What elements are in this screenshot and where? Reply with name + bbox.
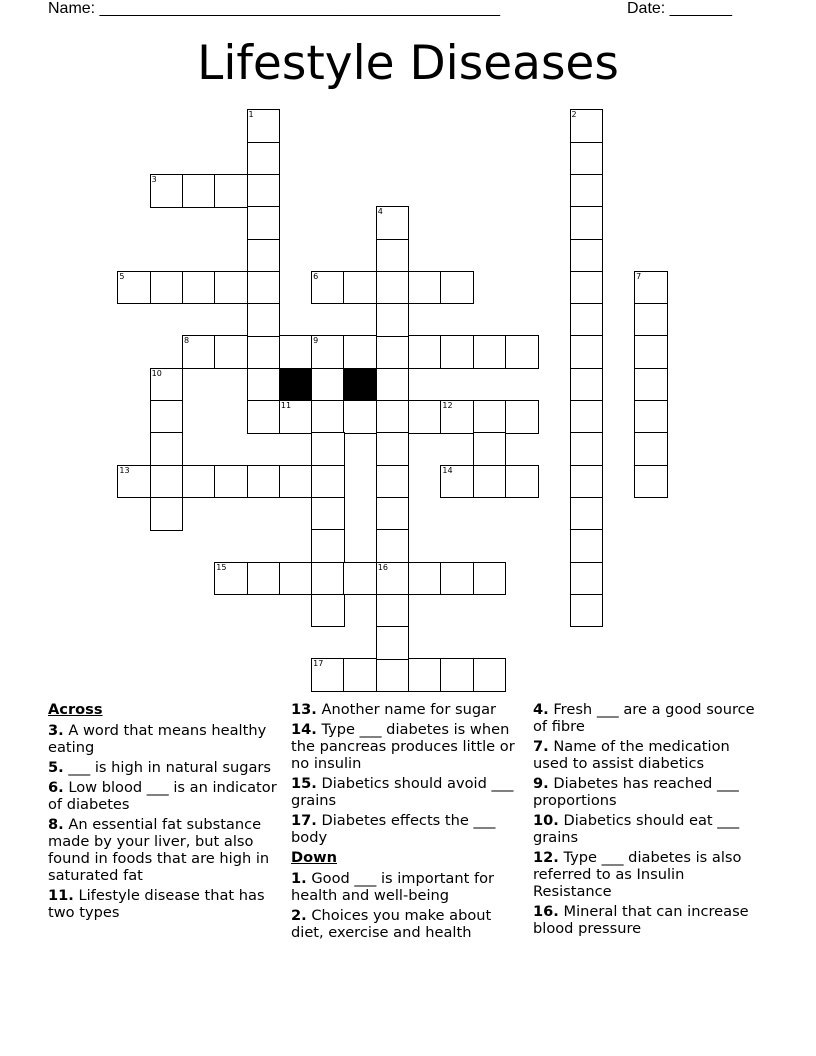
clue-number: 17 <box>313 659 324 669</box>
clue-number: 4 <box>377 207 383 217</box>
grid-cell[interactable] <box>634 400 668 434</box>
clue-item <box>48 779 283 813</box>
clue-number: 10 <box>151 368 162 378</box>
grid-cell[interactable] <box>376 335 410 369</box>
grid-cell[interactable] <box>634 432 668 466</box>
clue-number: 16 <box>377 562 388 572</box>
clue-column-3 <box>533 701 765 940</box>
grid-cell[interactable] <box>279 465 313 499</box>
grid-cell[interactable] <box>182 335 216 369</box>
grid-cell[interactable] <box>440 465 474 499</box>
grid-cell[interactable] <box>570 271 604 305</box>
grid-cell[interactable] <box>343 271 377 305</box>
grid-cell[interactable] <box>473 400 507 434</box>
grid-cell[interactable] <box>505 335 539 369</box>
grid-cell[interactable] <box>182 465 216 499</box>
grid-cell[interactable] <box>150 368 184 402</box>
clue-number: 3 <box>151 174 157 184</box>
grid-cell[interactable] <box>473 658 507 692</box>
grid-cell[interactable] <box>570 465 604 499</box>
clue-item <box>48 759 283 776</box>
clue-item-number: 11. <box>48 887 74 904</box>
clue-item <box>48 887 283 921</box>
grid-cell[interactable] <box>376 529 410 563</box>
clue-item-number: 8. <box>48 816 64 833</box>
grid-cell[interactable] <box>570 109 604 143</box>
clue-item-text: Diabetics should avoid ___ grains <box>291 775 514 809</box>
grid-cell[interactable] <box>376 626 410 660</box>
grid-cell[interactable] <box>570 206 604 240</box>
grid-cell[interactable] <box>570 174 604 208</box>
clue-item-text: Diabetes has reached ___ proportions <box>533 775 739 809</box>
clue-number: 1 <box>248 110 254 120</box>
grid-cell[interactable] <box>408 400 442 434</box>
grid-cell[interactable] <box>214 465 248 499</box>
grid-cell[interactable] <box>408 335 442 369</box>
grid-cell[interactable] <box>634 271 668 305</box>
grid-cell[interactable] <box>343 400 377 434</box>
grid-cell[interactable] <box>505 465 539 499</box>
grid-cell[interactable] <box>408 271 442 305</box>
grid-cell[interactable] <box>247 142 281 176</box>
grid-cell[interactable] <box>214 562 248 596</box>
date-field[interactable]: Date: _______ <box>627 0 732 17</box>
clue-number: 9 <box>313 336 319 346</box>
clue-item-text: An essential fat substance made by your liver, but also found in foods that are high in saturated fat <box>48 816 270 884</box>
clue-item-number: 14. <box>291 721 317 738</box>
grid-cell[interactable] <box>311 271 345 305</box>
grid-cell[interactable] <box>311 658 345 692</box>
clue-number: 15 <box>216 562 227 572</box>
grid-cell[interactable] <box>343 562 377 596</box>
clue-number: 2 <box>571 110 577 120</box>
clue-item-text: Type ___ diabetes is when the pancreas produces little or no insulin <box>291 721 515 772</box>
clue-item <box>48 816 283 884</box>
grid-cell[interactable] <box>408 658 442 692</box>
clue-item-text: Name of the medication used to assist diabetics <box>533 738 730 772</box>
grid-cell[interactable] <box>214 335 248 369</box>
clue-number: 6 <box>313 271 319 281</box>
name-field[interactable]: Name: _____________________________________________ <box>48 0 500 17</box>
clue-item <box>533 738 765 772</box>
clue-item-text: Another name for sugar <box>316 701 497 718</box>
grid-cell[interactable] <box>473 432 507 466</box>
clue-item-number: 1. <box>291 870 307 887</box>
clue-item-number: 6. <box>48 779 64 796</box>
clue-item-text: Type ___ diabetes is also referred to as Insulin Resistance <box>533 849 742 900</box>
grid-cell[interactable] <box>634 465 668 499</box>
grid-cell[interactable] <box>376 271 410 305</box>
grid-cell[interactable] <box>150 400 184 434</box>
clue-item <box>533 701 765 735</box>
clue-item <box>291 721 523 772</box>
clue-column-2 <box>291 701 523 944</box>
grid-cell[interactable] <box>311 465 345 499</box>
grid-cell[interactable] <box>311 594 345 628</box>
grid-cell[interactable] <box>279 562 313 596</box>
clue-item-text: Lifestyle disease that has two types <box>48 887 265 921</box>
clue-item <box>533 775 765 809</box>
clue-item <box>533 849 765 900</box>
grid-cell[interactable] <box>634 303 668 337</box>
clue-item-number: 12. <box>533 849 559 866</box>
grid-cell[interactable] <box>570 303 604 337</box>
grid-cell[interactable] <box>376 562 410 596</box>
clue-item-text: Diabetes effects the ___ body <box>291 812 496 846</box>
grid-cell[interactable] <box>570 529 604 563</box>
grid-cell[interactable] <box>343 335 377 369</box>
black-square <box>279 368 313 402</box>
grid-cell[interactable] <box>570 497 604 531</box>
grid-cell[interactable] <box>570 400 604 434</box>
grid-cell[interactable] <box>247 239 281 273</box>
clue-column-1 <box>48 701 283 924</box>
clue-number: 11 <box>280 401 292 411</box>
grid-cell[interactable] <box>117 465 151 499</box>
grid-cell[interactable] <box>634 368 668 402</box>
grid-cell[interactable] <box>279 400 313 434</box>
grid-cell[interactable] <box>440 271 474 305</box>
grid-cell[interactable] <box>311 432 345 466</box>
grid-cell[interactable] <box>311 529 345 563</box>
clue-item-number: 3. <box>48 722 64 739</box>
grid-cell[interactable] <box>376 303 410 337</box>
grid-cell[interactable] <box>440 335 474 369</box>
grid-cell[interactable] <box>150 497 184 531</box>
grid-cell[interactable] <box>247 174 281 208</box>
section-heading: Across <box>48 701 103 718</box>
clue-item-number: 15. <box>291 775 317 792</box>
grid-cell[interactable] <box>440 562 474 596</box>
grid-cell[interactable] <box>408 562 442 596</box>
grid-cell[interactable] <box>570 335 604 369</box>
grid-cell[interactable] <box>570 142 604 176</box>
clue-item-number: 9. <box>533 775 549 792</box>
section-heading: Down <box>291 849 338 866</box>
grid-cell[interactable] <box>343 658 377 692</box>
grid-cell[interactable] <box>150 432 184 466</box>
grid-cell[interactable] <box>376 400 410 434</box>
clue-item-text: Good ___ is important for health and well-being <box>291 870 495 904</box>
grid-cell[interactable] <box>376 206 410 240</box>
clue-item <box>291 775 523 809</box>
grid-cell[interactable] <box>182 271 216 305</box>
black-square <box>343 368 377 402</box>
grid-cell[interactable] <box>570 432 604 466</box>
grid-cell[interactable] <box>376 465 410 499</box>
grid-cell[interactable] <box>473 562 507 596</box>
grid-cell[interactable] <box>473 335 507 369</box>
clue-number: 13 <box>119 465 130 475</box>
grid-cell[interactable] <box>376 368 410 402</box>
grid-cell[interactable] <box>311 335 345 369</box>
grid-cell[interactable] <box>150 465 184 499</box>
clue-item <box>291 907 523 941</box>
grid-cell[interactable] <box>376 239 410 273</box>
clue-item-text: Choices you make about diet, exercise and health <box>291 907 492 941</box>
clue-item <box>48 722 283 756</box>
grid-cell[interactable] <box>376 594 410 628</box>
grid-cell[interactable] <box>440 658 474 692</box>
grid-cell[interactable] <box>505 400 539 434</box>
clue-number: 12 <box>442 401 453 411</box>
grid-cell[interactable] <box>247 562 281 596</box>
grid-cell[interactable] <box>247 303 281 337</box>
clue-number: 5 <box>119 271 125 281</box>
grid-cell[interactable] <box>376 432 410 466</box>
clue-item <box>291 870 523 904</box>
page-title: Lifestyle Diseases <box>197 36 619 91</box>
clue-item-number: 7. <box>533 738 549 755</box>
clue-item <box>533 903 765 937</box>
clue-number: 7 <box>636 271 642 281</box>
grid-cell[interactable] <box>117 271 151 305</box>
clue-item-text: Low blood ___ is an indicator of diabetes <box>48 779 277 813</box>
clue-number: 8 <box>183 336 190 346</box>
grid-cell[interactable] <box>247 206 281 240</box>
clue-item-number: 16. <box>533 903 559 920</box>
clue-item-number: 10. <box>533 812 559 829</box>
grid-cell[interactable] <box>214 174 248 208</box>
clue-item-number: 13. <box>291 701 317 718</box>
grid-cell[interactable] <box>570 562 604 596</box>
grid-cell[interactable] <box>247 109 281 143</box>
grid-cell[interactable] <box>247 368 281 402</box>
clue-item <box>533 812 765 846</box>
clue-item-text: Mineral that can increase blood pressure <box>533 903 749 937</box>
grid-cell[interactable] <box>440 400 474 434</box>
grid-cell[interactable] <box>570 594 604 628</box>
clue-item-text: Fresh ___ are a good source of fibre <box>533 701 755 735</box>
grid-cell[interactable] <box>634 335 668 369</box>
grid-cell[interactable] <box>311 400 345 434</box>
clue-item-number: 5. <box>48 759 64 776</box>
grid-cell[interactable] <box>182 174 216 208</box>
grid-cell[interactable] <box>311 497 345 531</box>
grid-cell[interactable] <box>150 271 184 305</box>
grid-cell[interactable] <box>150 174 184 208</box>
clue-item <box>291 701 523 718</box>
clue-number: 14 <box>442 465 453 475</box>
grid-cell[interactable] <box>570 368 604 402</box>
grid-cell[interactable] <box>311 562 345 596</box>
clue-item-number: 17. <box>291 812 317 829</box>
grid-cell[interactable] <box>279 335 313 369</box>
grid-cell[interactable] <box>247 335 281 369</box>
clue-item-text: A word that means healthy eating <box>48 722 267 756</box>
clue-item <box>291 812 523 846</box>
grid-cell[interactable] <box>311 368 345 402</box>
clue-item-text: ___ is high in natural sugars <box>63 759 272 776</box>
grid-cell[interactable] <box>247 465 281 499</box>
clue-item-text: Diabetics should eat ___ grains <box>533 812 740 846</box>
grid-cell[interactable] <box>570 239 604 273</box>
grid-cell[interactable] <box>247 400 281 434</box>
grid-cell[interactable] <box>473 465 507 499</box>
clue-item-number: 4. <box>533 701 549 718</box>
grid-cell[interactable] <box>214 271 248 305</box>
grid-cell[interactable] <box>376 658 410 692</box>
grid-cell[interactable] <box>247 271 281 305</box>
grid-cell[interactable] <box>376 497 410 531</box>
clue-item-number: 2. <box>291 907 307 924</box>
